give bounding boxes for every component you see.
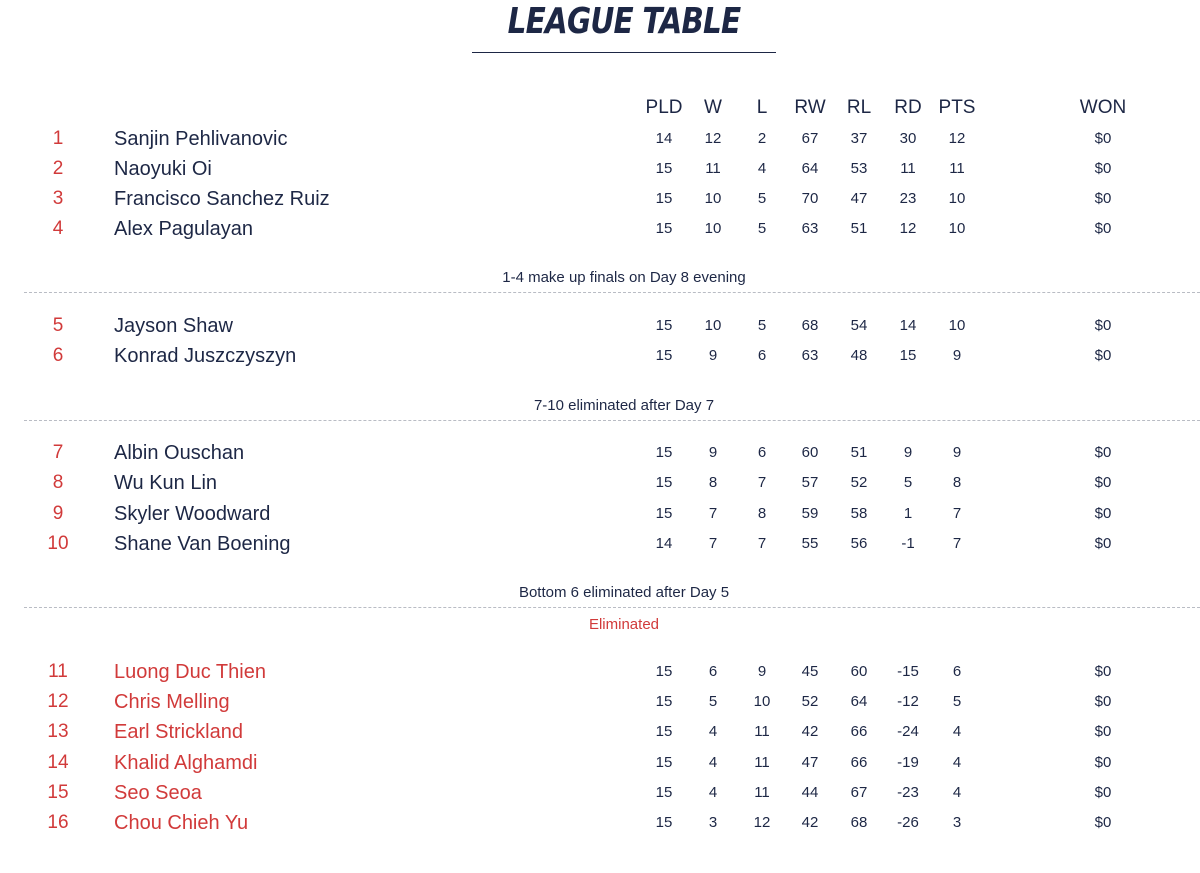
row-player-name: Jayson Shaw (114, 315, 233, 337)
row-rd: 14 (899, 317, 917, 334)
row-rd: -1 (901, 535, 915, 552)
row-rl: 56 (850, 535, 868, 552)
row-w: 10 (704, 220, 722, 237)
row-rank: 10 (47, 533, 69, 554)
row-player-name: Skyler Woodward (114, 503, 271, 525)
row-pld: 15 (655, 784, 673, 801)
row-l: 5 (757, 190, 767, 207)
row-rl: 51 (850, 444, 868, 461)
row-rank: 5 (52, 315, 64, 336)
row-won: $0 (1094, 347, 1112, 364)
row-rw: 57 (801, 474, 819, 491)
table-row (0, 124, 1200, 154)
row-rw: 55 (801, 535, 819, 552)
row-rl: 54 (850, 317, 868, 334)
row-l: 12 (753, 814, 771, 831)
table-row (0, 214, 1200, 244)
table-row (0, 341, 1200, 371)
row-w: 4 (708, 784, 718, 801)
row-won: $0 (1094, 693, 1112, 710)
row-pts: 7 (952, 535, 962, 552)
table-row (0, 687, 1200, 717)
row-player-name: Luong Duc Thien (114, 661, 266, 683)
row-rw: 52 (801, 693, 819, 710)
row-rw: 44 (801, 784, 819, 801)
row-rank: 6 (52, 345, 64, 366)
row-pld: 14 (655, 535, 673, 552)
row-won: $0 (1094, 160, 1112, 177)
row-w: 4 (708, 754, 718, 771)
row-pts: 10 (948, 220, 966, 237)
row-rank: 12 (47, 691, 69, 712)
row-rank: 7 (52, 442, 64, 463)
row-rw: 68 (801, 317, 819, 334)
row-w: 11 (705, 160, 721, 177)
row-rd: 11 (900, 160, 916, 177)
row-rank: 13 (47, 721, 69, 742)
row-player-name: Wu Kun Lin (114, 472, 218, 494)
row-pts: 12 (948, 130, 966, 147)
row-pld: 15 (655, 190, 673, 207)
table-row (0, 657, 1200, 687)
table-row (0, 184, 1200, 214)
row-l: 11 (754, 754, 770, 771)
row-w: 10 (704, 190, 722, 207)
row-l: 5 (757, 317, 767, 334)
row-rd: -24 (897, 723, 919, 740)
row-rd: -12 (897, 693, 919, 710)
row-rl: 53 (850, 160, 868, 177)
row-pts: 4 (952, 723, 962, 740)
section-note-day5: Bottom 6 eliminated after Day 5 (518, 584, 730, 601)
table-row (0, 438, 1200, 468)
row-pld: 14 (655, 130, 673, 147)
row-w: 4 (708, 723, 718, 740)
page-title: LEAGUE TABLE (507, 1, 741, 42)
table-row (0, 778, 1200, 808)
row-pts: 10 (948, 190, 966, 207)
row-rw: 63 (801, 347, 819, 364)
row-player-name: Seo Seoa (114, 782, 202, 804)
row-rw: 70 (801, 190, 819, 207)
row-won: $0 (1094, 723, 1112, 740)
section-divider (24, 420, 1200, 421)
row-pts: 11 (949, 160, 965, 177)
row-player-name: Francisco Sanchez Ruiz (114, 188, 330, 210)
row-rl: 66 (850, 723, 868, 740)
table-row (0, 748, 1200, 778)
row-l: 11 (754, 723, 770, 740)
row-l: 6 (757, 444, 767, 461)
row-w: 7 (708, 505, 718, 522)
row-w: 5 (708, 693, 718, 710)
eliminated-label: Eliminated (588, 616, 660, 633)
row-player-name: Khalid Alghamdi (114, 752, 258, 774)
table-row (0, 808, 1200, 838)
row-pld: 15 (655, 317, 673, 334)
row-pts: 9 (952, 444, 962, 461)
row-pld: 15 (655, 723, 673, 740)
row-w: 12 (704, 130, 722, 147)
section-divider (24, 292, 1200, 293)
row-rd: -15 (897, 663, 919, 680)
row-rd: 5 (903, 474, 913, 491)
row-player-name: Albin Ouschan (114, 442, 245, 464)
header-pts: PTS (938, 97, 976, 118)
row-rl: 37 (850, 130, 868, 147)
row-rl: 48 (850, 347, 868, 364)
row-rd: 9 (903, 444, 913, 461)
table-row (0, 499, 1200, 529)
row-rw: 64 (801, 160, 819, 177)
row-l: 2 (757, 130, 767, 147)
row-rw: 42 (801, 723, 819, 740)
row-w: 3 (708, 814, 718, 831)
row-rw: 59 (801, 505, 819, 522)
row-won: $0 (1094, 754, 1112, 771)
row-won: $0 (1094, 505, 1112, 522)
header-won: WON (1079, 97, 1127, 118)
row-w: 9 (708, 347, 718, 364)
row-won: $0 (1094, 663, 1112, 680)
row-rank: 4 (52, 218, 64, 239)
table-row (0, 311, 1200, 341)
table-row (0, 468, 1200, 498)
row-rd: 23 (899, 190, 917, 207)
row-rl: 47 (850, 190, 868, 207)
row-player-name: Konrad Juszczyszyn (114, 345, 297, 367)
row-rd: 30 (899, 130, 917, 147)
row-pts: 3 (952, 814, 962, 831)
row-pld: 15 (655, 347, 673, 364)
title-underline (472, 52, 776, 53)
header-rl: RL (846, 97, 872, 118)
row-won: $0 (1094, 444, 1112, 461)
header-w: W (704, 97, 722, 118)
row-l: 7 (757, 474, 767, 491)
row-rank: 16 (47, 812, 69, 833)
row-player-name: Naoyuki Oi (114, 158, 212, 180)
row-won: $0 (1094, 535, 1112, 552)
header-rw: RW (794, 97, 826, 118)
row-rd: 1 (903, 505, 913, 522)
row-rl: 51 (850, 220, 868, 237)
row-pts: 4 (952, 754, 962, 771)
header-l: L (756, 97, 768, 118)
row-rl: 58 (850, 505, 868, 522)
row-w: 8 (708, 474, 718, 491)
row-rd: -26 (897, 814, 919, 831)
row-pts: 10 (948, 317, 966, 334)
row-rd: 12 (899, 220, 917, 237)
row-rank: 15 (47, 782, 69, 803)
row-rw: 60 (801, 444, 819, 461)
row-won: $0 (1094, 130, 1112, 147)
row-rank: 1 (52, 128, 64, 149)
section-note-day7: 7-10 eliminated after Day 7 (533, 397, 715, 414)
row-rw: 42 (801, 814, 819, 831)
row-pld: 15 (655, 663, 673, 680)
row-l: 8 (757, 505, 767, 522)
header-pld: PLD (645, 97, 683, 118)
row-w: 10 (704, 317, 722, 334)
row-rl: 60 (850, 663, 868, 680)
row-l: 7 (757, 535, 767, 552)
row-pts: 9 (952, 347, 962, 364)
row-player-name: Earl Strickland (114, 721, 243, 743)
row-rank: 9 (52, 503, 64, 524)
row-won: $0 (1094, 784, 1112, 801)
row-player-name: Alex Pagulayan (114, 218, 253, 240)
row-won: $0 (1094, 220, 1112, 237)
table-row (0, 717, 1200, 747)
row-rank: 14 (47, 752, 69, 773)
section-note-finals: 1-4 make up finals on Day 8 evening (502, 269, 746, 286)
row-player-name: Sanjin Pehlivanovic (114, 128, 288, 150)
row-l: 9 (757, 663, 767, 680)
row-rl: 52 (850, 474, 868, 491)
row-won: $0 (1094, 190, 1112, 207)
row-l: 11 (754, 784, 770, 801)
table-row (0, 529, 1200, 559)
row-rank: 2 (52, 158, 64, 179)
row-pld: 15 (655, 444, 673, 461)
row-pts: 6 (952, 663, 962, 680)
row-pld: 15 (655, 814, 673, 831)
header-rd: RD (894, 97, 922, 118)
row-pts: 8 (952, 474, 962, 491)
row-pts: 4 (952, 784, 962, 801)
row-pld: 15 (655, 693, 673, 710)
row-rank: 8 (52, 472, 64, 493)
row-rw: 45 (801, 663, 819, 680)
row-pts: 7 (952, 505, 962, 522)
row-rw: 63 (801, 220, 819, 237)
row-pld: 15 (655, 505, 673, 522)
row-player-name: Chou Chieh Yu (114, 812, 249, 834)
row-rd: 15 (899, 347, 917, 364)
row-rl: 68 (850, 814, 868, 831)
row-l: 5 (757, 220, 767, 237)
row-l: 6 (757, 347, 767, 364)
row-rd: -19 (897, 754, 919, 771)
row-player-name: Chris Melling (114, 691, 230, 713)
row-rd: -23 (897, 784, 919, 801)
row-l: 4 (757, 160, 767, 177)
row-pld: 15 (655, 474, 673, 491)
row-pld: 15 (655, 220, 673, 237)
row-rl: 67 (850, 784, 868, 801)
row-l: 10 (753, 693, 771, 710)
row-pld: 15 (655, 160, 673, 177)
row-rl: 64 (850, 693, 868, 710)
table-header (0, 96, 1200, 120)
row-won: $0 (1094, 474, 1112, 491)
row-pld: 15 (655, 754, 673, 771)
row-rw: 47 (801, 754, 819, 771)
row-w: 7 (708, 535, 718, 552)
table-row (0, 154, 1200, 184)
row-rank: 3 (52, 188, 64, 209)
row-player-name: Shane Van Boening (114, 533, 291, 555)
row-rw: 67 (801, 130, 819, 147)
row-rl: 66 (850, 754, 868, 771)
row-w: 6 (708, 663, 718, 680)
row-rank: 11 (48, 661, 68, 682)
row-won: $0 (1094, 814, 1112, 831)
row-w: 9 (708, 444, 718, 461)
section-divider (24, 607, 1200, 608)
row-pts: 5 (952, 693, 962, 710)
row-won: $0 (1094, 317, 1112, 334)
